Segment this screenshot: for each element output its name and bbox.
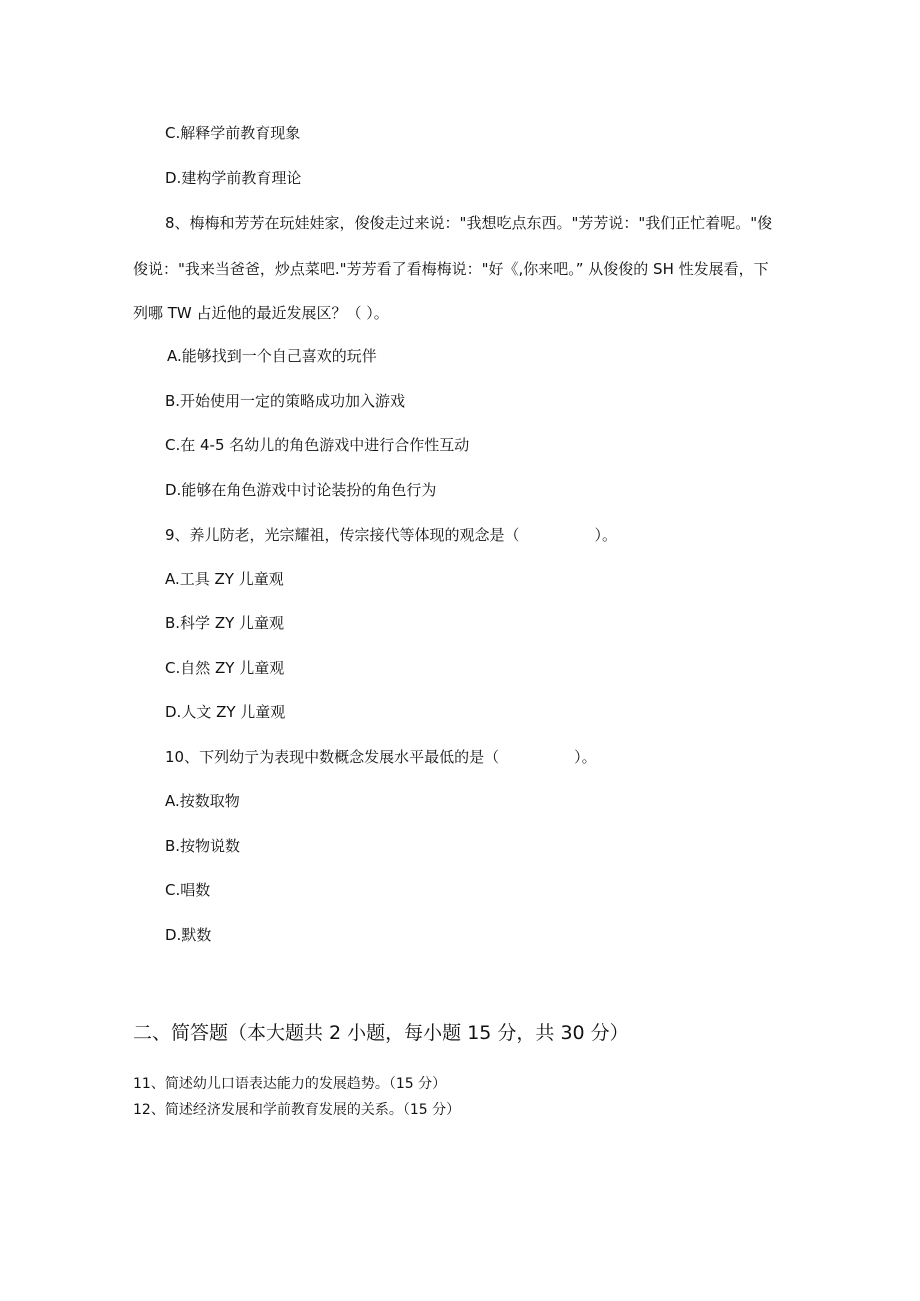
q11: 11、简述幼儿口语表达能力的发展趋势。（15 分） [133,1076,447,1092]
q10-stem: 10、下列幼亍为表现中数概念发展水平最低的是（ ）。 [165,748,597,766]
q8-option-d: D.能够在角色游戏中讨论装扮的角色行为 [165,481,437,499]
q8-option-a: A.能够找到一个自己喜欢的玩伴 [167,347,377,365]
q9-option-a: A.工具 ZY 儿童观 [165,570,284,588]
section2-title: 二、简答题（本大题共 2 小题，每小题 15 分，共 30 分） [133,1022,629,1044]
q9-option-d: D.人文 ZY 儿童观 [165,703,286,721]
q10-option-d: D.默数 [165,926,212,944]
q7-option-c: C.解释学前教育现象 [165,124,301,142]
q8-stem-line3: 列哪 TW 占近他的最近发展区？（ ）。 [133,304,389,322]
q8-stem-line2: 俊说："我来当爸爸，炒点菜吧."芳芳看了看梅梅说："好《,你来吧。” 从俊俊的 SH 性发展看，下 [133,260,769,278]
q8-option-b: B.开始使用一定的策略成功加入游戏 [165,392,406,410]
q9-option-c: C.自然 ZY 儿童观 [165,659,285,677]
q8-option-c: C.在 4-5 名幼儿的角色游戏中进行合作性互动 [165,436,470,454]
q10-option-b: B.按物说数 [165,837,241,855]
q7-option-d: D.建构学前教育理论 [165,169,302,187]
q10-option-a: A.按数取物 [165,792,240,810]
q8-stem-line1: 8、梅梅和芳芳在玩娃娃家，俊俊走过来说："我想吃点东西。"芳芳说："我们正忙着呢。"俊 [165,214,773,232]
q12: 12、简述经济发展和学前教育发展的关系。（15 分） [133,1102,461,1118]
q9-option-b: B.科学 ZY 儿童观 [165,614,285,632]
q10-option-c: C.唱数 [165,881,211,899]
q9-stem: 9、养儿防老，光宗耀祖，传宗接代等体现的观念是（ ）。 [165,526,618,544]
